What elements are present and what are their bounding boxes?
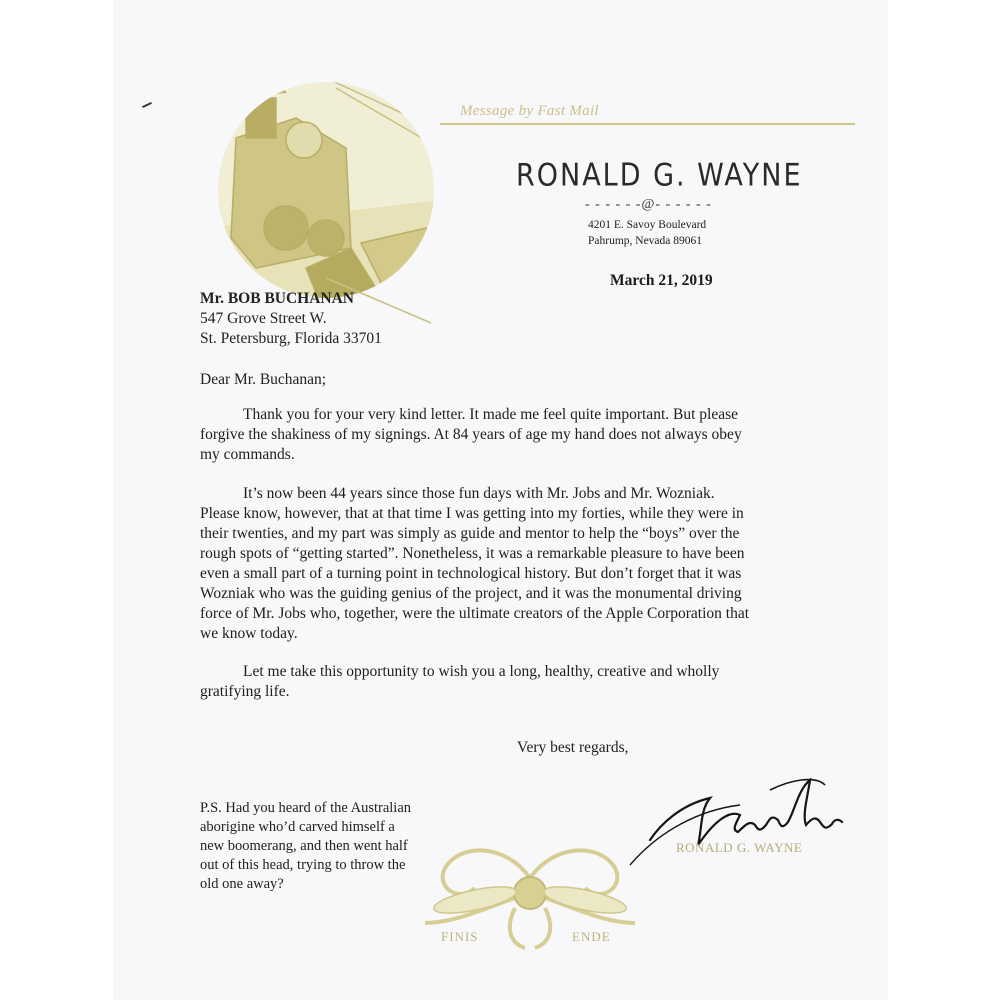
recipient-name: Mr. BOB BUCHANAN [200, 290, 355, 307]
letterhead-address-line2: Pahrump, Nevada 89061 [588, 235, 703, 247]
body-p2-line: rough spots of “getting started”. Nonetheless, it was a remarkable pleasure to have been [200, 545, 745, 562]
postscript-line: old one away? [200, 876, 284, 892]
body-p2-line: It’s now been 44 years since those fun days with Mr. Jobs and Mr. Wozniak. [243, 485, 715, 502]
letterhead-tagline: Message by Fast Mail [460, 103, 599, 119]
body-p3-line: Let me take this opportunity to wish you a long, healthy, creative and wholly [243, 663, 720, 680]
signature-printed-name: RONALD G. WAYNE [676, 840, 803, 855]
body-p1-line: forgive the shakiness of my signings. At 84 years of age my hand does not always obey [200, 426, 742, 443]
body-p2-line: we know today. [200, 625, 298, 642]
letter-date: March 21, 2019 [610, 272, 713, 289]
postscript-line: P.S. Had you heard of the Australian [200, 800, 412, 816]
postscript-line: new boomerang, and then went half [200, 838, 408, 854]
postscript-line: out of this head, trying to throw the [200, 857, 406, 873]
recipient-city: St. Petersburg, Florida 33701 [200, 330, 382, 347]
body-p2-line: even a small part of a turning point in technological history. But don’t forget that it was [200, 565, 742, 582]
body-p2-line: their twenties, and my part was simply as guide and mentor to help the “boys” over the [200, 525, 740, 542]
salutation: Dear Mr. Buchanan; [200, 371, 327, 388]
body-p2-line: Wozniak who was the guiding genius of the project, and it was the monumental driving [200, 585, 742, 602]
body-p1-line: Thank you for your very kind letter. It made me feel quite important. But please [243, 406, 738, 423]
fastmail-rule [440, 123, 855, 125]
closing: Very best regards, [517, 739, 629, 756]
handwritten-signature [620, 770, 860, 890]
letterhead-name: RONALD G. WAYNE [516, 157, 803, 194]
body-p2-line: force of Mr. Jobs who, together, were the ultimate creators of the Apple Corporation that [200, 605, 750, 622]
body-p1-line: my commands. [200, 446, 295, 463]
ornament-left-word: FINIS [441, 929, 479, 944]
recipient-street: 547 Grove Street W. [200, 310, 327, 327]
letterhead-address-line1: 4201 E. Savoy Boulevard [588, 219, 707, 231]
postscript-line: aborigine who’d carved himself a [200, 819, 395, 835]
ornament-right-word: ENDE [572, 929, 611, 944]
letterhead-separator: - - - - - -@- - - - - - [585, 197, 712, 212]
body-p3-line: gratifying life. [200, 683, 290, 700]
body-p2-line: Please know, however, that at that time I was getting into my forties, while they were in [200, 505, 744, 522]
